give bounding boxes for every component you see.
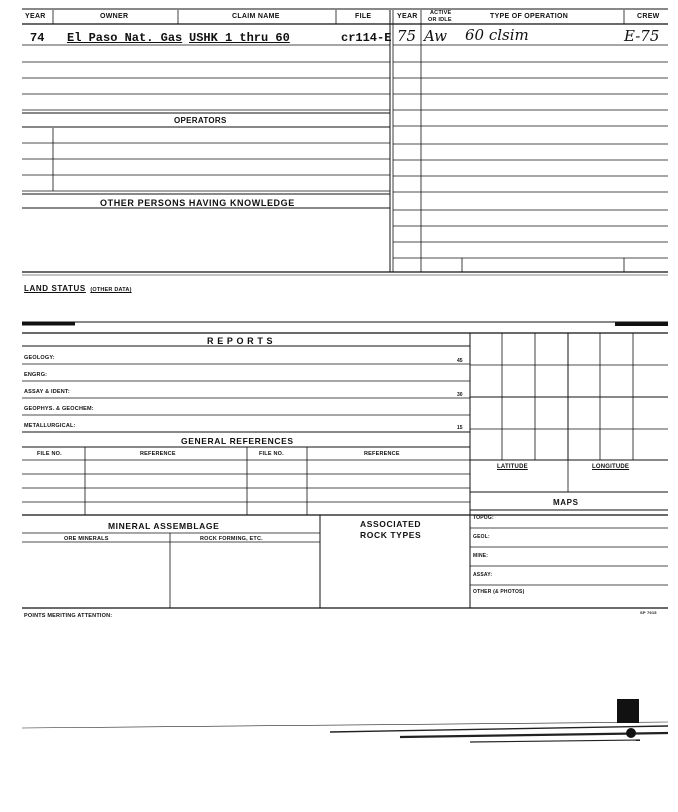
- map-assay: ASSAY:: [473, 572, 493, 578]
- report-assay: ASSAY & IDENT:: [24, 389, 70, 395]
- entry-year: 74: [30, 31, 45, 45]
- header-claim-name: CLAIM NAME: [232, 13, 280, 20]
- header-file: FILE: [355, 13, 372, 20]
- header-owner: OWNER: [100, 13, 129, 20]
- report-number-45: 45: [457, 358, 463, 364]
- entry-claim-name: USHK 1 thru 60: [189, 31, 290, 45]
- entry-year-right: 75: [397, 27, 417, 45]
- rock-forming-label: ROCK FORMING, ETC.: [200, 536, 263, 542]
- entry-owner: El Paso Nat. Gas: [67, 31, 183, 45]
- map-topog: TOPOG:: [473, 515, 494, 521]
- header-crew: CREW: [637, 13, 660, 20]
- mineral-assemblage-heading: MINERAL ASSEMBLAGE: [108, 521, 220, 531]
- operators-heading: OPERATORS: [174, 116, 227, 125]
- entry-crew: E-75: [624, 27, 660, 45]
- points-meriting-attention: POINTS MERITING ATTENTION:: [24, 613, 113, 619]
- report-geology: GEOLOGY:: [24, 355, 55, 361]
- maps-heading: MAPS: [553, 498, 579, 507]
- report-metallurgical: METALLURGICAL:: [24, 423, 76, 429]
- header-or-idle: OR IDLE: [428, 17, 452, 23]
- ref-reference-1: REFERENCE: [140, 451, 176, 457]
- associated-heading: ASSOCIATED: [360, 519, 422, 529]
- latitude-label: LATITUDE: [497, 464, 528, 470]
- report-geophys: GEOPHYS. & GEOCHEM:: [24, 406, 94, 412]
- land-status-label: LAND STATUS: [24, 284, 86, 293]
- rock-types-heading: ROCK TYPES: [360, 530, 422, 540]
- general-references-heading: GENERAL REFERENCES: [181, 436, 294, 446]
- report-number-15: 15: [457, 425, 463, 431]
- map-geol: GEOL:: [473, 534, 490, 540]
- longitude-label: LONGITUDE: [592, 464, 630, 470]
- header-type-of-operation: TYPE OF OPERATION: [490, 13, 569, 20]
- map-mine: MINE:: [473, 553, 489, 559]
- header-year: YEAR: [25, 13, 46, 20]
- ore-minerals-label: ORE MINERALS: [64, 536, 109, 542]
- report-number-30: 30: [457, 392, 463, 398]
- header-year-right: YEAR: [397, 13, 418, 20]
- map-other-photos: OTHER (& PHOTOS): [473, 589, 525, 595]
- form-number: SP 7915: [640, 610, 657, 615]
- header-active: ACTIVE: [430, 10, 452, 16]
- ref-reference-2: REFERENCE: [364, 451, 400, 457]
- ref-file-no-1: FILE NO.: [37, 451, 62, 457]
- reports-heading: R E P O R T S: [207, 336, 274, 346]
- report-engrg: ENGRG:: [24, 372, 48, 378]
- entry-file: cr114-E: [341, 31, 392, 45]
- land-status-sub: (OTHER DATA): [90, 287, 132, 293]
- ref-file-no-2: FILE NO.: [259, 451, 284, 457]
- entry-active: Aw: [424, 27, 447, 45]
- land-status-heading: [24, 278, 132, 296]
- other-persons-heading: OTHER PERSONS HAVING KNOWLEDGE: [100, 198, 295, 208]
- entry-type-of-operation: 60 clsim: [465, 26, 529, 44]
